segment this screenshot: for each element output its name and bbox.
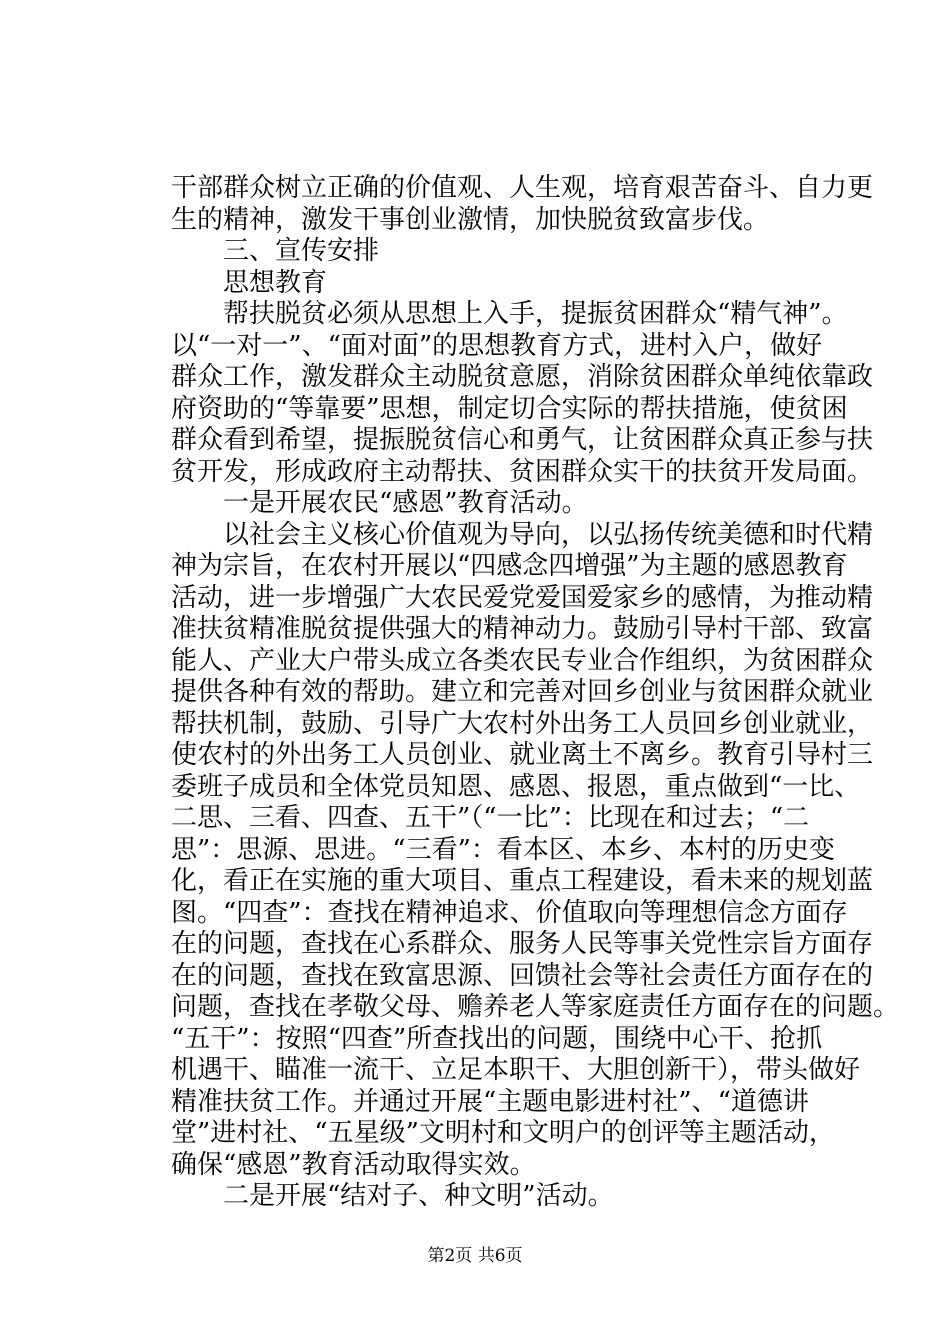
body-line: 生的精神，激发干事创业激情，加快脱贫致富步伐。: [171, 204, 770, 235]
body-line: 群众工作，激发群众主动脱贫意愿，消除贫困群众单纯依靠政: [171, 362, 874, 392]
body-line: 问题，查找在孝敬父母、赡养老人等家庭责任方面存在的问题。: [171, 992, 900, 1022]
body-line: 确保“感恩”教育活动取得实效。: [171, 1149, 536, 1180]
body-line: 贫开发，形成政府主动帮扶、贫困群众实干的扶贫开发局面。: [171, 456, 874, 487]
document-body: [171, 173, 900, 1213]
body-line: 提供各种有效的帮助。建立和完善对回乡创业与贫困群众就业: [171, 677, 874, 707]
item-heading: 一是开展农民“感恩”教育活动。: [223, 488, 588, 518]
item-heading: 二是开展“结对子、种文明”活动。: [223, 1181, 614, 1211]
body-line: 帮扶机制，鼓励、引导广大农村外出务工人员回乡创业就业，: [171, 708, 874, 739]
body-line: 在的问题，查找在心系群众、服务人民等事关党性宗旨方面存: [171, 929, 874, 959]
body-line: 使农村的外出务工人员创业、就业离土不离乡。教育引导村三: [171, 740, 874, 770]
body-line: 化，看正在实施的重大项目、重点工程建设，看未来的规划蓝: [171, 866, 874, 896]
section-heading: 三、宣传安排: [223, 236, 380, 266]
page-number: 第2页 共6页: [427, 1246, 523, 1266]
body-line: 干部群众树立正确的价值观、人生观，培育艰苦奋斗、自力更: [171, 173, 874, 203]
body-line: 活动，进一步增强广大农民爱党爱国爱家乡的感情，为推动精: [171, 582, 874, 613]
body-line: 神为宗旨，在农村开展以“四感念四增强”为主题的感恩教育: [171, 551, 848, 581]
body-line: 在的问题，查找在致富思源、回馈社会等社会责任方面存在的: [171, 960, 874, 991]
subsection-heading: 思想教育: [223, 267, 328, 298]
body-line: 准扶贫精准脱贫提供强大的精神动力。鼓励引导村干部、致富: [171, 614, 874, 644]
body-line: 机遇干、瞄准一流干、立足本职干、大胆创新干），带头做好: [171, 1055, 861, 1085]
body-line: 群众看到希望，提振脱贫信心和勇气，让贫困群众真正参与扶: [171, 425, 874, 455]
body-line: 帮扶脱贫必须从思想上入手，提振贫困群众“精气神”。: [223, 299, 848, 329]
body-line: 委班子成员和全体党员知恩、感恩、报恩，重点做到“一比、: [171, 771, 861, 802]
body-line: 以社会主义核心价值观为导向，以弘扬传统美德和时代精: [223, 519, 874, 550]
body-line: 精准扶贫工作。并通过开展“主题电影进村社”、“道德讲: [171, 1086, 809, 1117]
body-line: 府资助的“等靠要”思想，制定切合实际的帮扶措施，使贫困: [171, 393, 848, 424]
body-line: “五干”：按照“四查”所查找出的问题，围绕中心干、抢抓: [171, 1023, 823, 1054]
body-line: 能人、产业大户带头成立各类农民专业合作组织，为贫困群众: [171, 645, 874, 676]
body-line: 堂”进村社、“五星级”文明村和文明户的创评等主题活动，: [171, 1118, 835, 1148]
body-line: 以“一对一”、“面对面”的思想教育方式，进村入户，做好: [171, 330, 823, 361]
body-line: 思”：思源、思进。“三看”：看本区、本乡、本村的历史变: [171, 834, 835, 865]
body-line: 二思、三看、四查、五干”（“一比”：比现在和过去；“二: [171, 803, 810, 833]
body-line: 图。“四查”：查找在精神追求、价值取向等理想信念方面存: [171, 897, 848, 928]
